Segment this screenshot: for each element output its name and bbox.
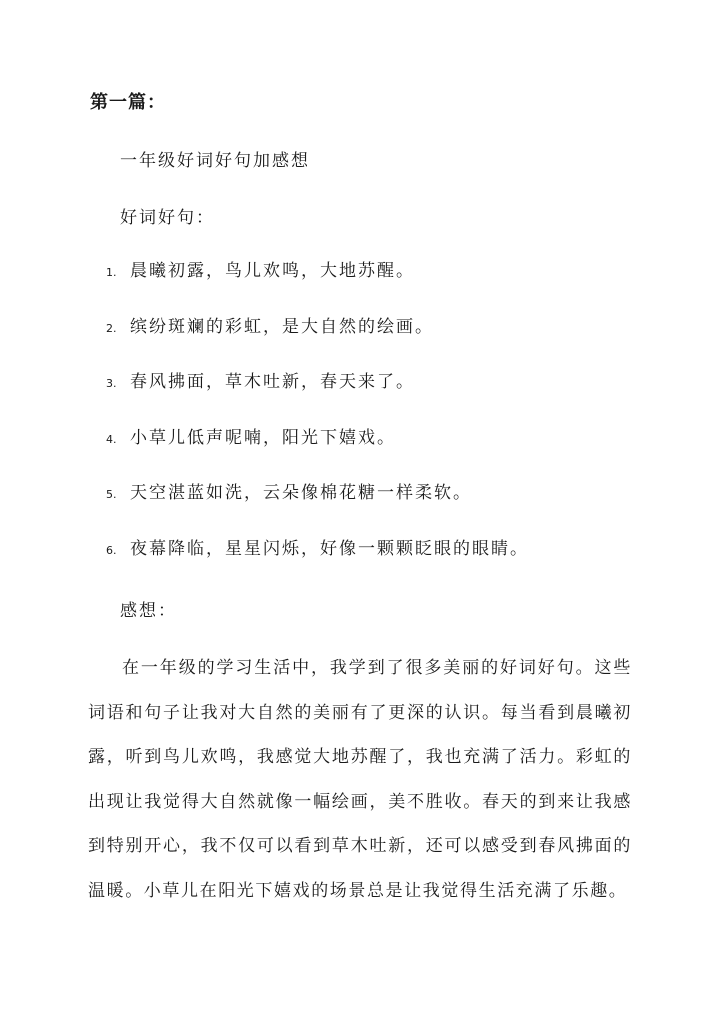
thoughts-heading: 感想： [120, 601, 177, 621]
list-item [106, 312, 529, 368]
list-item [106, 478, 529, 534]
list-item-text: 缤纷斑斓的彩虹，是大自然的绘画。 [130, 316, 434, 337]
list-item-number: 6. [106, 543, 117, 557]
list-item-text: 天空湛蓝如洗，云朵像棉花糖一样柔软。 [130, 483, 472, 504]
good-sentences-list [106, 256, 529, 590]
list-item-number: 2. [106, 321, 117, 335]
list-item-text: 夜幕降临，星星闪烁，好像一颗颗眨眼的眼睛。 [130, 538, 529, 559]
list-item [106, 256, 529, 312]
list-item-number: 3. [106, 377, 117, 391]
document-subtitle: 一年级好词好句加感想 [120, 151, 310, 171]
list-item-text: 小草儿低声呢喃，阳光下嬉戏。 [130, 427, 396, 448]
good-words-heading: 好词好句： [120, 208, 215, 228]
thoughts-paragraph: 在一年级的学习生活中，我学到了很多美丽的好词好句。这些词语和句子让我对大自然的美丽有了更深的认识。每当看到晨曦初露，听到鸟儿欢鸣，我感觉大地苏醒了，我也充满了活力。彩虹的出现让我觉得大自然就像一幅绘画，美不胜收。春天的到来让我感到特别开心，我不仅可以看到草木吐新，还可以感受到春风拂面的温暖。小草儿在阳光下嬉戏的场景总是让我觉得生活充满了乐趣。 [88, 658, 632, 901]
chapter-title: 第一篇： [90, 92, 166, 113]
list-item-number: 1. [106, 266, 117, 279]
list-item-number: 5. [106, 488, 117, 502]
list-item [106, 534, 529, 590]
list-item [106, 423, 529, 479]
list-item-number: 4. [106, 432, 117, 446]
list-item-text: 晨曦初露，鸟儿欢鸣，大地苏醒。 [130, 261, 415, 281]
list-item [106, 367, 529, 423]
list-item-text: 春风拂面，草木吐新，春天来了。 [130, 372, 415, 393]
